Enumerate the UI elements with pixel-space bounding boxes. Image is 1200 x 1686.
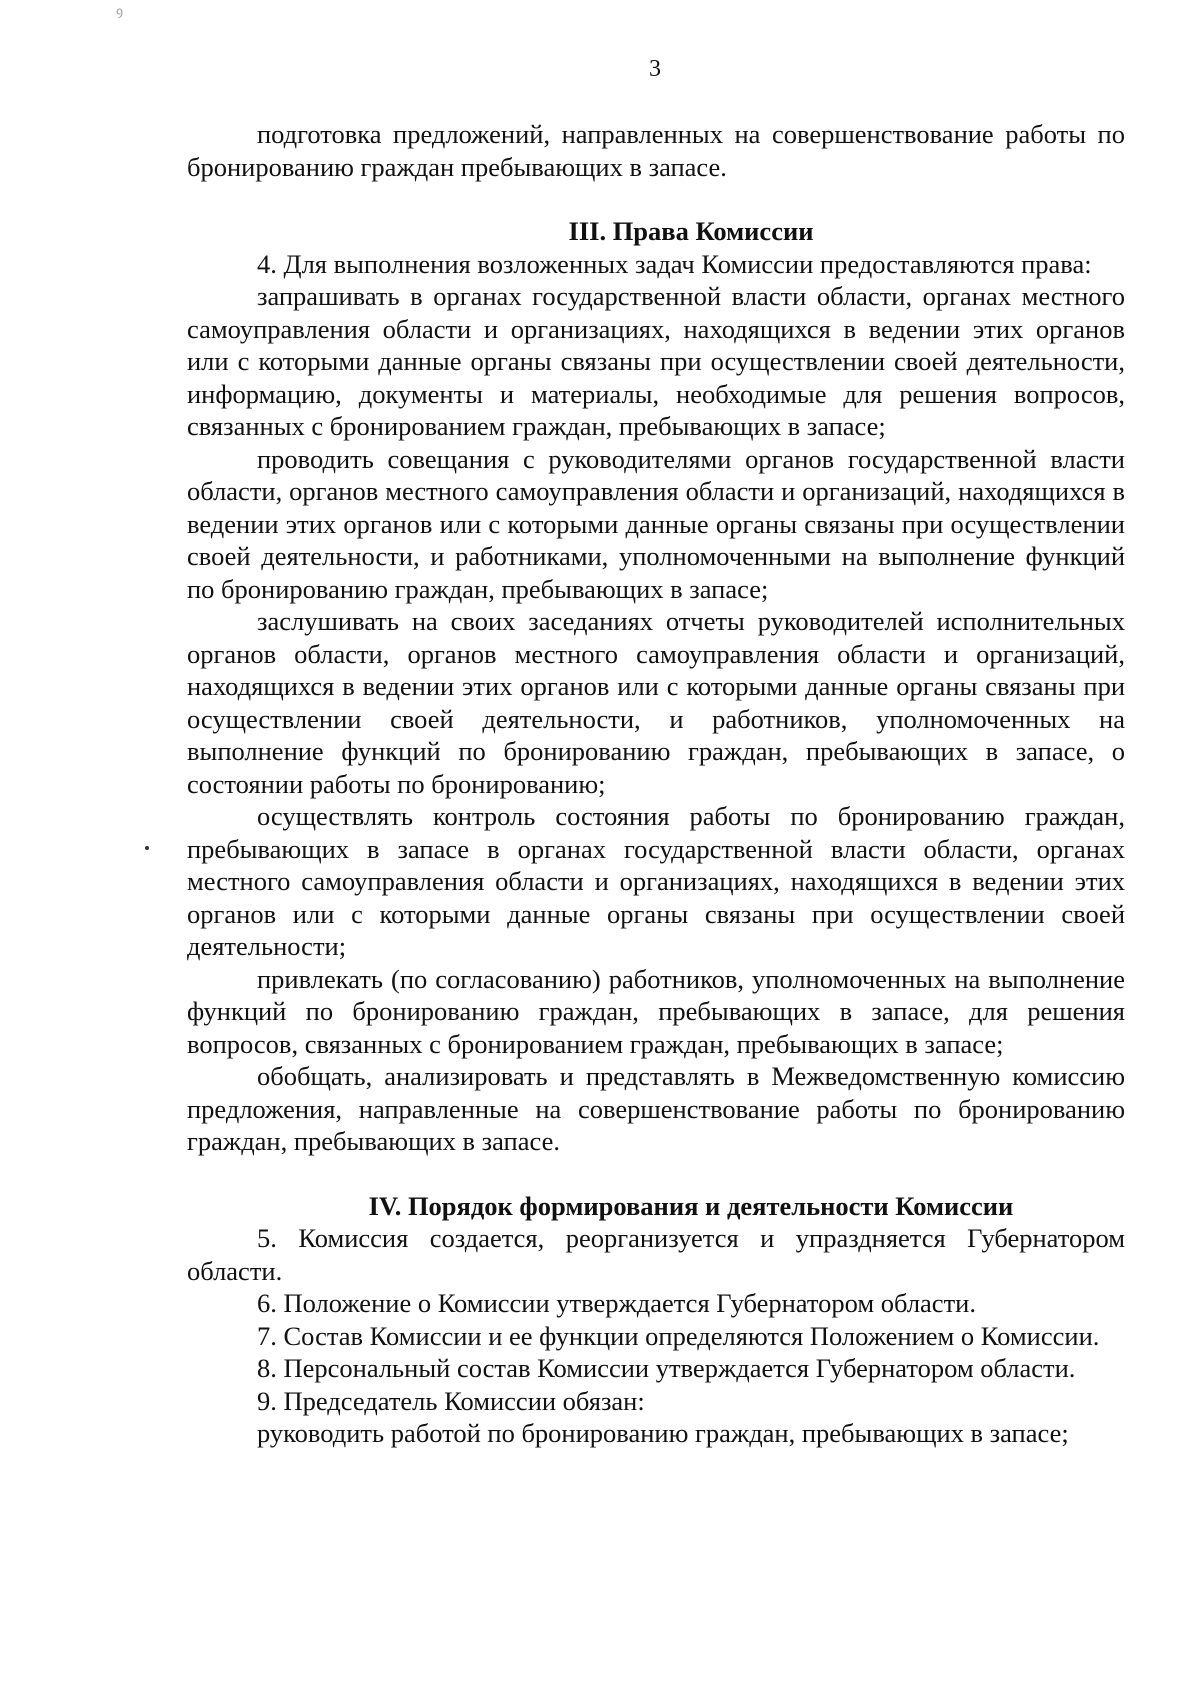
paragraph-lead-work: руководить работой по бронированию граждан, пребывающих в запасе; [257,1418,1069,1448]
scan-mark: ꝯ [116,4,124,18]
paragraph-involve: привлекать (по согласованию) работников, уполномоченных на выполнение функций по бронированию граждан, пребывающих в запасе, для решения вопросов, связанных с бронированием граждан, пребывающих в запасе; [187,963,1125,1059]
paragraph-meetings: проводить совещания с руководителями органов государственной власти области, органов местного самоуправления области и организаций, находящихся в ведении этих органов или с которыми данные органы связаны при осуществлении своей деятельности, и работниками, уполномоченными на выполнение функций по бронированию граждан, пребывающих в запасе; [187,443,1125,604]
scan-speck [145,846,149,850]
paragraph-control: осуществлять контроль состояния работы по бронированию граждан, пребывающих в запасе в органах государственной власти области, органах местного самоуправления области и организациях, находящихся в ведении этих органов или с которыми данные органы связаны при осуществлении своей деятельности; [187,801,1125,961]
section-heading-3: III. Права Комиссии [568,216,814,246]
paragraph-item-9: 9. Председатель Комиссии обязан: [257,1385,645,1416]
document-body [187,118,1125,1450]
paragraph-item-8: 8. Персональный состав Комиссии утверждается Губернатором области. [257,1353,1076,1383]
paragraph-summarize: обобщать, анализировать и представлять в Межведомственную комиссию предложения, направленные на совершенствование работы по бронированию граждан, пребывающих в запасе. [187,1061,1125,1156]
paragraph-reports: заслушивать на своих заседаниях отчеты руководителей исполнительных органов области, органов местного самоуправления области и организаций, находящихся в ведении этих органов или с которыми данные органы связаны при осуществлении своей деятельности, и работников, уполномоченных на выполнение функций по бронированию граждан, пребывающих в запасе, о состоянии работы по бронированию; [187,606,1125,799]
paragraph-item-4: 4. Для выполнения возложенных задач Комиссии предоставляются права: [257,248,1092,279]
paragraph-item-7: 7. Состав Комиссии и ее функции определяются Положением о Комиссии. [257,1320,1100,1351]
paragraph-item-6: 6. Положение о Комиссии утверждается Губернатором области. [257,1288,976,1318]
paragraph-request-info: запрашивать в органах государственной власти области, органах местного самоуправления области и организациях, находящихся в ведении этих органов или с которыми данные органы связаны при осуществлении своей деятельности, информацию, документы и материалы, необходимые для решения вопросов, связанных с бронированием граждан, пребывающих в запасе; [187,281,1125,441]
paragraph-item-5: 5. Комиссия создается, реорганизуется и упраздняется Губернатором области. [187,1223,1125,1286]
paragraph-proposals: подготовка предложений, направленных на совершенствование работы по бронированию граждан пребывающих в запасе. [187,119,1125,182]
page-number: 3 [649,56,661,82]
section-heading-4: IV. Порядок формирования и деятельности Комиссии [368,1190,1014,1221]
